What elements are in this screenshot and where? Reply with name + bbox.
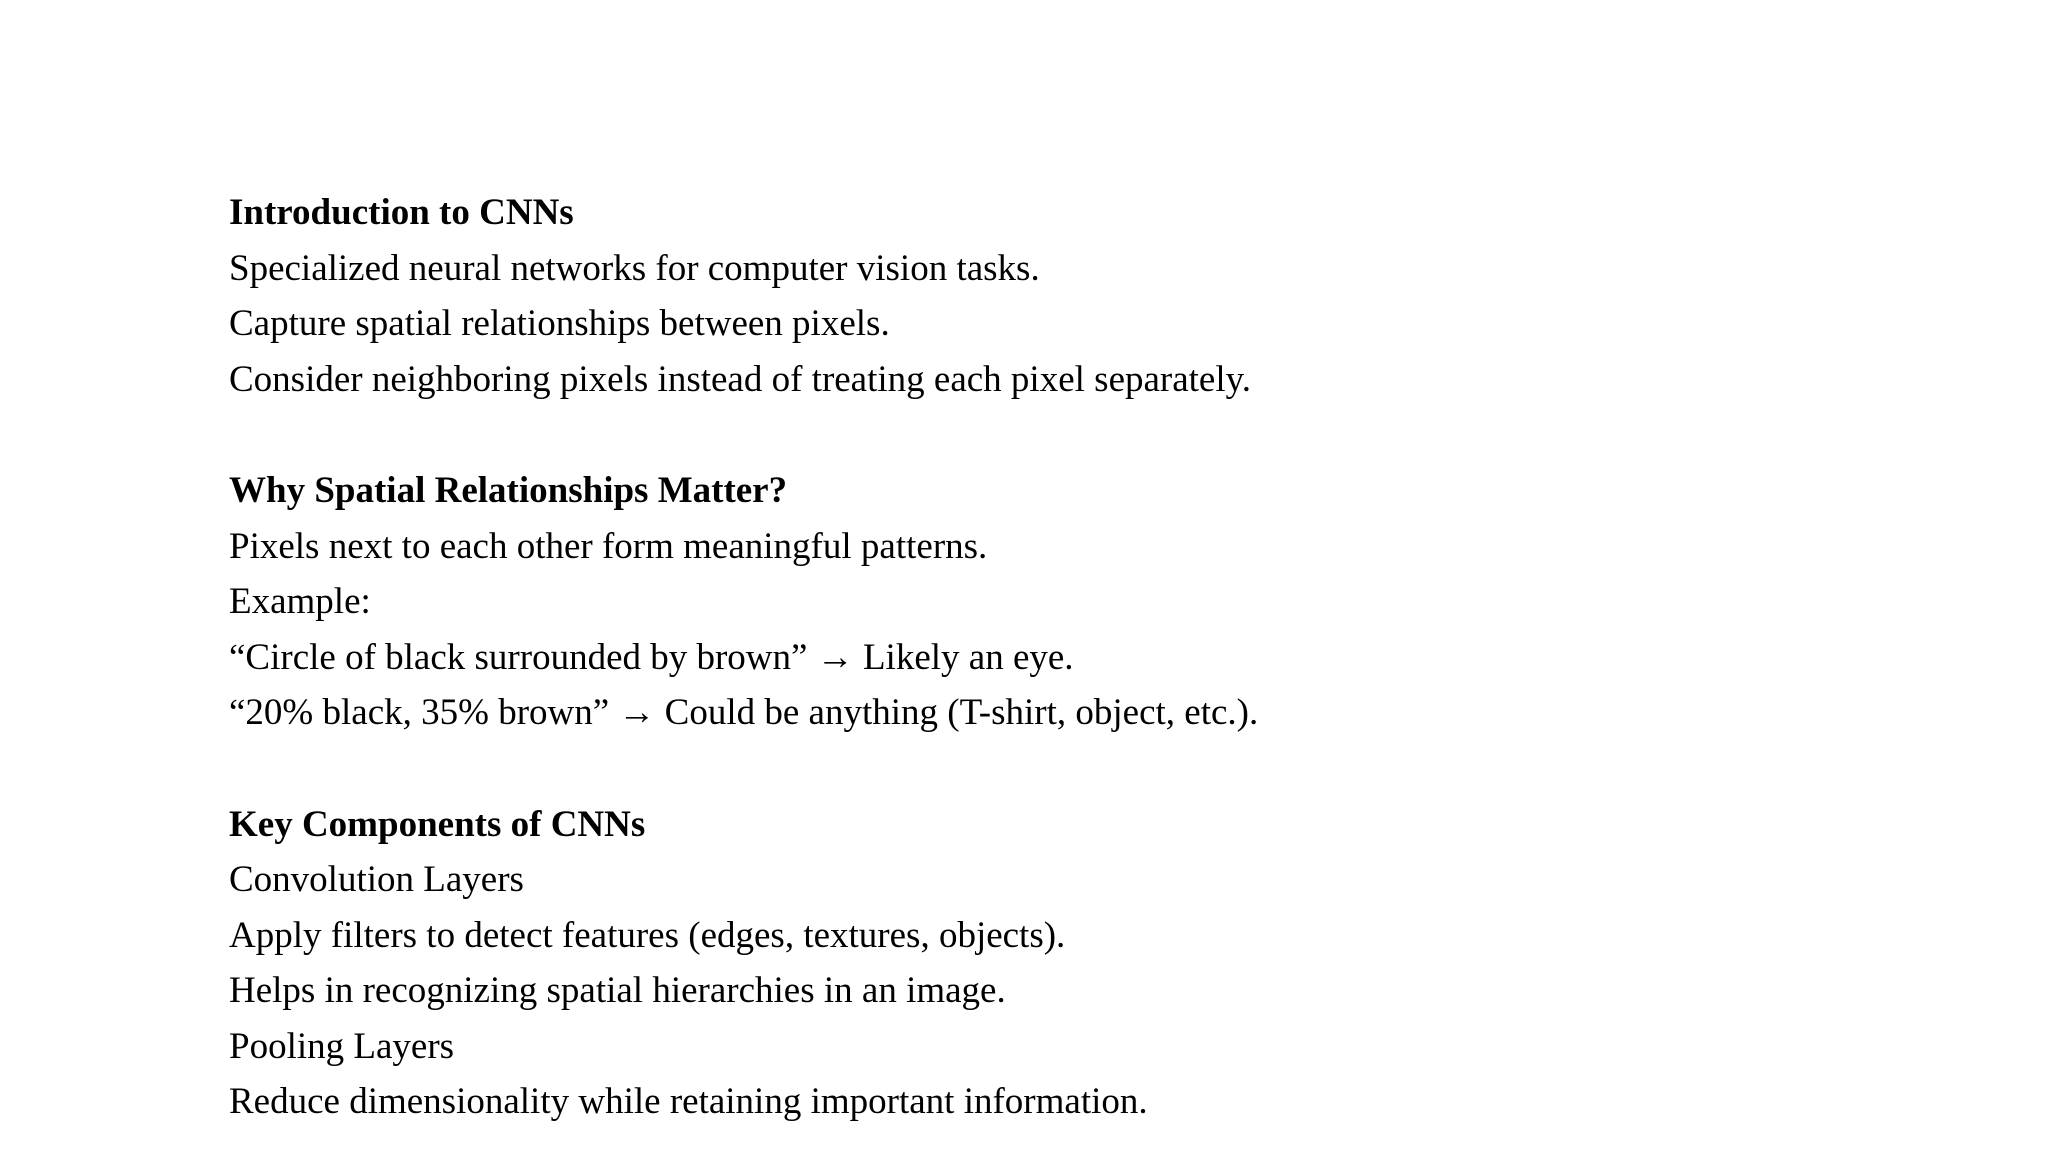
section-heading: Introduction to CNNs (229, 192, 574, 233)
text-line: Pixels next to each other form meaningful patterns. (229, 525, 988, 567)
section-key-components (229, 797, 1929, 1130)
text-line: Capture spatial relationships between pixels. (229, 303, 890, 344)
text-line: Pooling Layers (229, 1025, 455, 1067)
text-line: Example: (229, 581, 371, 622)
section-heading: Why Spatial Relationships Matter? (229, 470, 788, 511)
section-spatial-relationships (229, 463, 1929, 741)
text-line: Apply filters to detect features (edges, textures, objects). (229, 914, 1066, 956)
section-introduction (229, 185, 1929, 407)
text-line: “20% black, 35% brown” → Could be anything (T-shirt, object, etc.). (229, 692, 1259, 733)
document-body (229, 185, 1929, 1130)
text-line: Reduce dimensionality while retaining important information. (229, 1081, 1148, 1122)
section-heading: Key Components of CNNs (229, 803, 646, 845)
text-line: Helps in recognizing spatial hierarchies in an image. (229, 970, 1006, 1011)
text-line: Convolution Layers (229, 859, 524, 900)
text-line: Consider neighboring pixels instead of treating each pixel separately. (229, 358, 1251, 400)
text-line: Specialized neural networks for computer vision tasks. (229, 247, 1040, 289)
text-line: “Circle of black surrounded by brown” → Likely an eye. (229, 636, 1074, 678)
